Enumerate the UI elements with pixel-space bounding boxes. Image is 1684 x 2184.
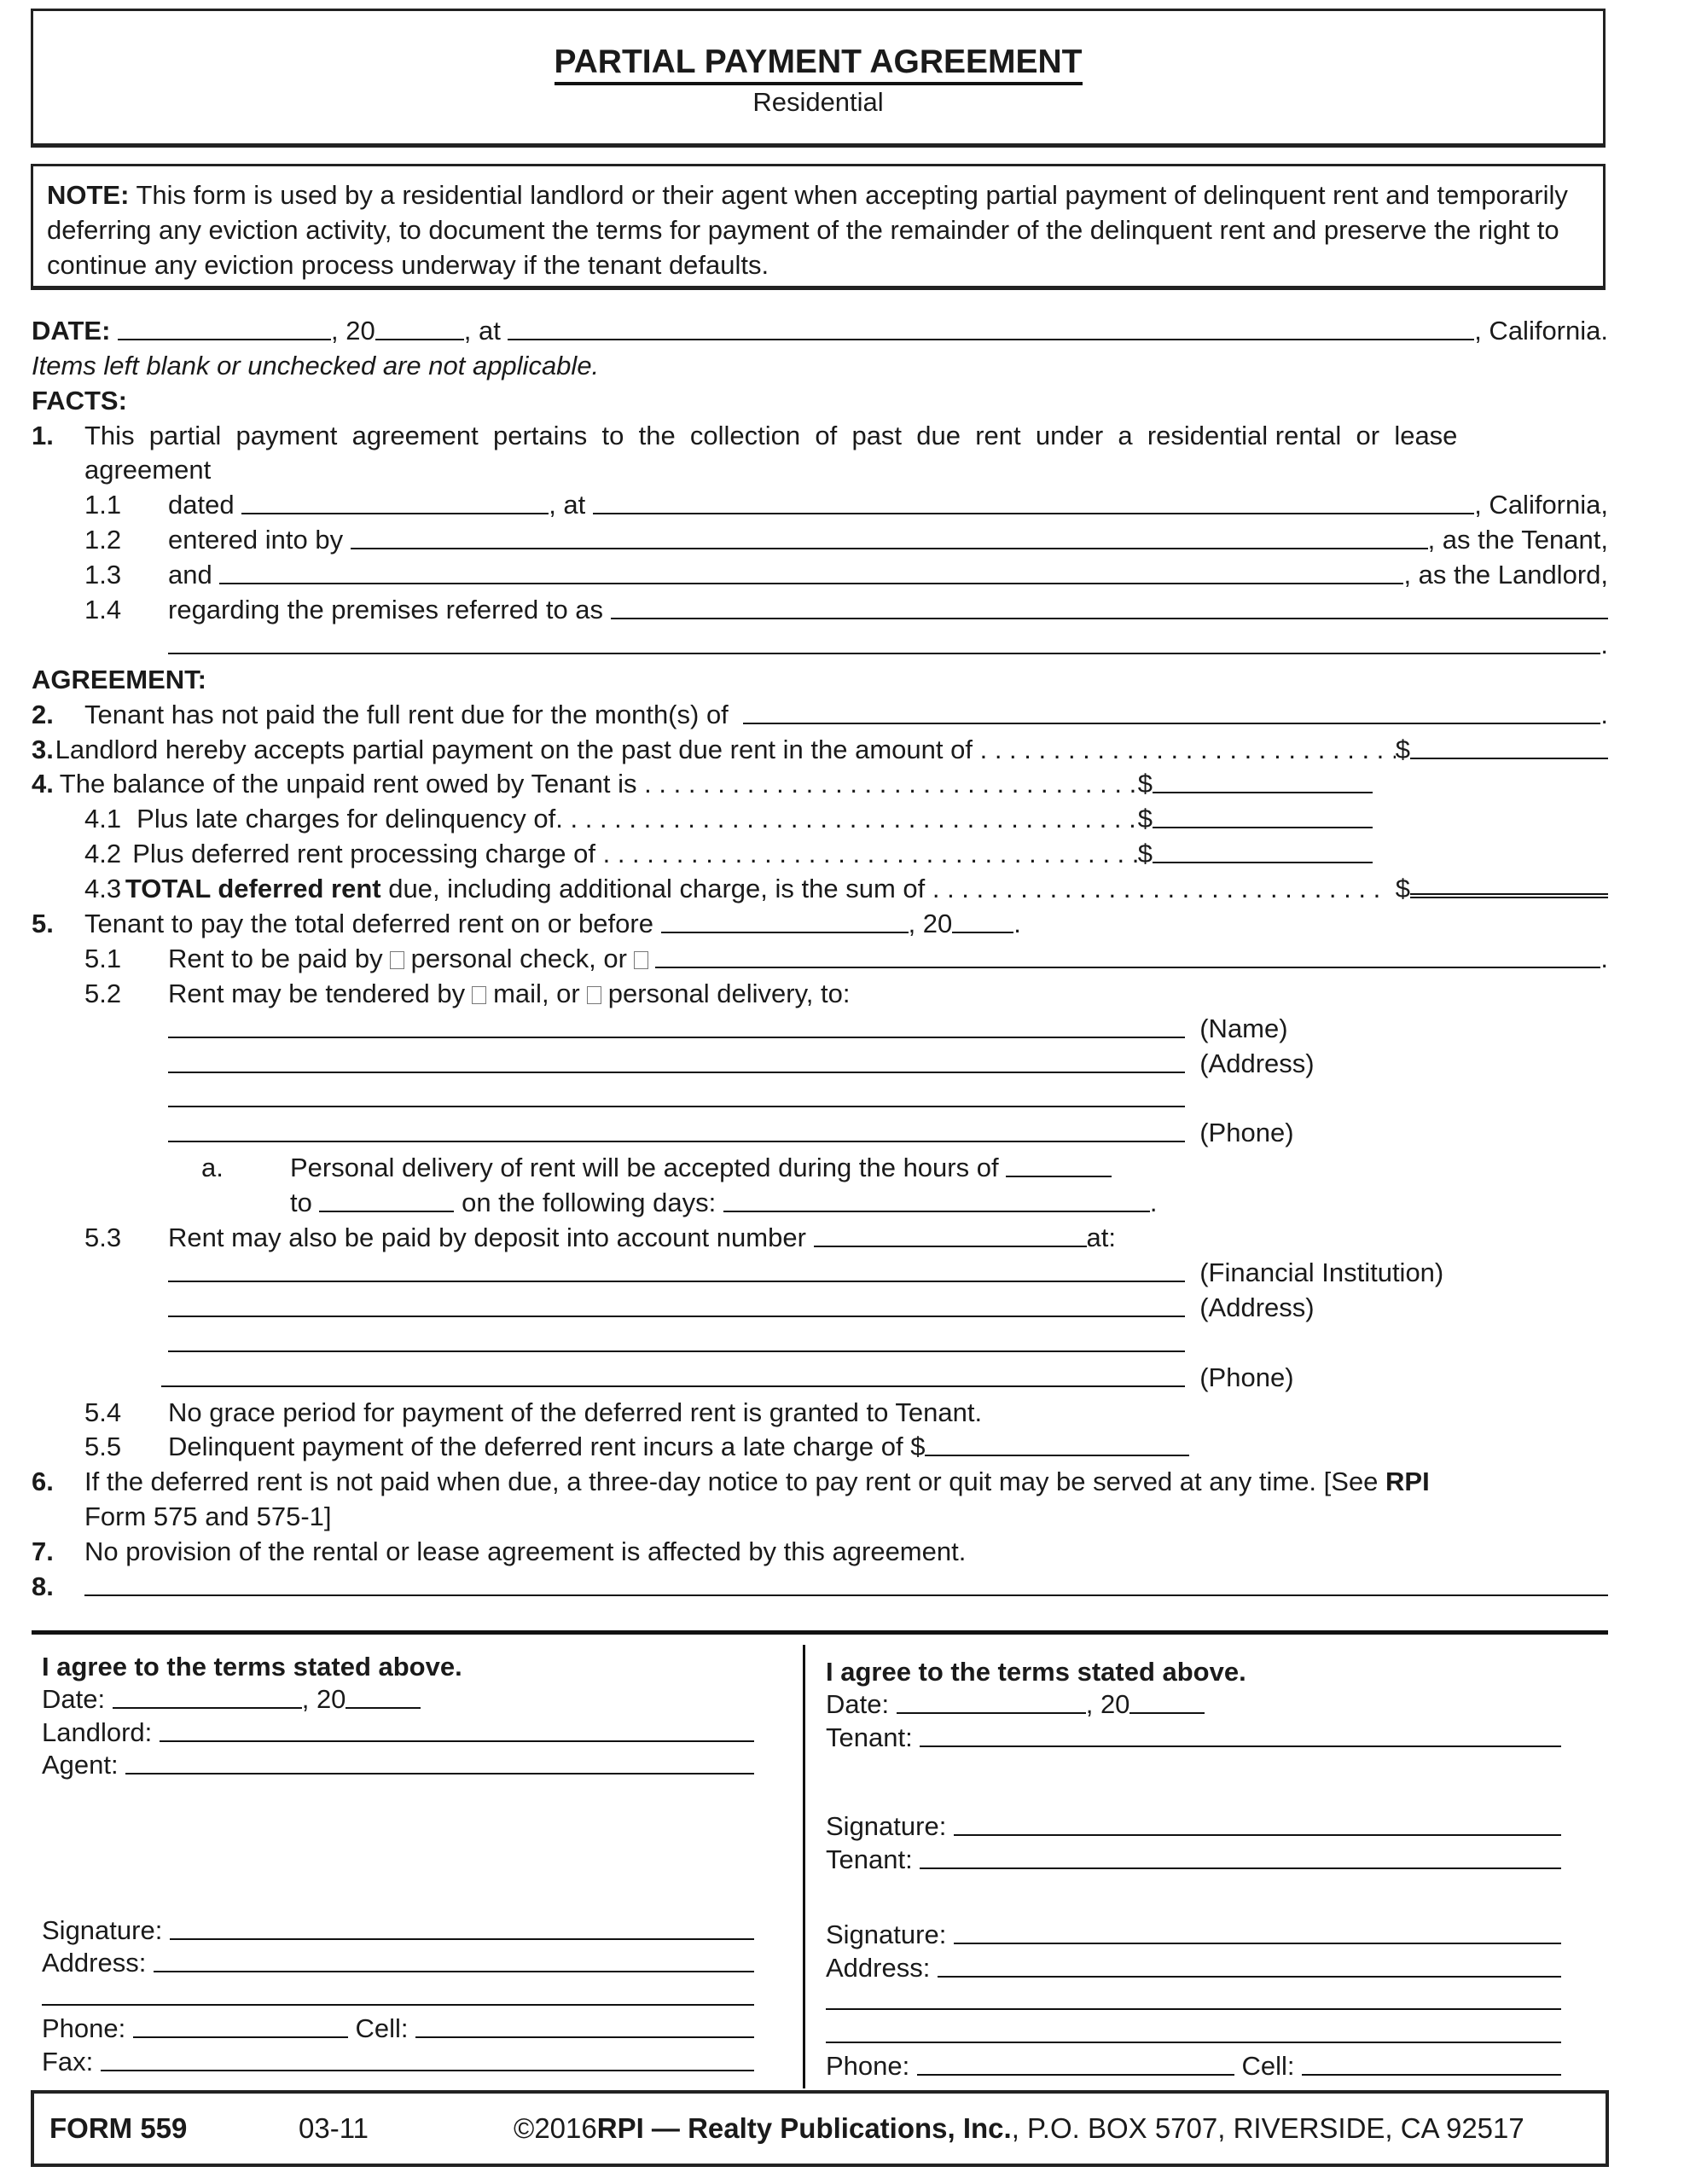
copyright: ©2016: [514, 2112, 597, 2144]
dot-leader: [644, 770, 1138, 797]
tenant-label: , as the Tenant,: [1427, 525, 1608, 555]
year-label: , 20: [1085, 1689, 1130, 1719]
dollar-sign: $: [1137, 839, 1153, 869]
institution-address-field-2[interactable]: [168, 1330, 1185, 1352]
tenant-label: Tenant:: [826, 1844, 920, 1874]
at-label: , at: [463, 315, 501, 346]
item-number: a.: [201, 1153, 224, 1183]
tenant-year-field[interactable]: [1129, 1692, 1205, 1714]
tenant-date-field[interactable]: [897, 1692, 1086, 1714]
dollar-sign: $: [1137, 769, 1153, 799]
personal-delivery-checkbox[interactable]: [587, 986, 601, 1004]
period: .: [1600, 943, 1608, 973]
dollar-sign: $: [1395, 874, 1410, 904]
item5-1-text: Rent to be paid by: [168, 943, 383, 973]
phone-label: (Phone): [1199, 1118, 1294, 1148]
landlord-signature-block: [42, 1647, 656, 2075]
months-field[interactable]: [743, 702, 1600, 724]
item1-text-cont: agreement: [84, 455, 212, 485]
tenant2-signature-field[interactable]: [954, 1922, 1561, 1944]
item-number: 4.1: [84, 804, 122, 834]
cell-label: Cell:: [347, 2013, 416, 2043]
california-label: , California,: [1474, 490, 1608, 520]
agree-heading: I agree to the terms stated above.: [42, 1651, 462, 1682]
year-label: , 20: [301, 1684, 346, 1714]
item4-1-text: Plus late charges for delinquency of: [136, 804, 556, 834]
tenant-signature-block: [826, 1652, 1440, 2079]
balance-field[interactable]: [1153, 771, 1373, 793]
mail-checkbox[interactable]: [472, 986, 486, 1004]
agreement-city-field[interactable]: [593, 492, 1474, 514]
institution-label: (Financial Institution): [1199, 1257, 1444, 1287]
rpi-label: RPI: [1385, 1467, 1430, 1497]
hours-from-field[interactable]: [1006, 1155, 1112, 1177]
payee-address-field[interactable]: [168, 1051, 1185, 1073]
period: .: [1600, 699, 1608, 729]
item-number: 7.: [32, 1536, 54, 1567]
item4-3-text: due, including additional charge, is the sum of: [380, 874, 932, 904]
item3-text: Landlord hereby accepts partial payment on the past due rent in the amount of: [55, 734, 980, 764]
premises-field-2[interactable]: [168, 632, 1600, 654]
item8-field[interactable]: [84, 1574, 1608, 1596]
due-date-field[interactable]: [661, 911, 909, 933]
item4-text: The balance of the unpaid rent owed by Tenant is: [59, 769, 645, 799]
landlord-signature-field[interactable]: [170, 1918, 754, 1940]
at-label: , at: [549, 490, 593, 520]
other-payment-checkbox[interactable]: [634, 951, 648, 969]
institution-address-field[interactable]: [168, 1295, 1185, 1317]
date-field[interactable]: [118, 318, 331, 340]
address-label: (Address): [1199, 1048, 1315, 1078]
item-number: 2.: [32, 699, 54, 729]
form-body: [32, 309, 1608, 1600]
dot-leader: [603, 840, 1138, 867]
landlord-cell-field[interactable]: [415, 2016, 754, 2038]
period: .: [1600, 629, 1608, 659]
item6-text: If the deferred rent is not paid when due, a three-day notice to pay rent or quit may be served at any time. [See: [84, 1467, 1386, 1497]
page-title: PARTIAL PAYMENT AGREEMENT: [555, 44, 1083, 85]
item-number: 1.3: [84, 560, 122, 590]
dot-leader: [980, 736, 1396, 763]
personal-check-label: personal check, or: [410, 943, 627, 973]
processing-charge-field[interactable]: [1153, 841, 1373, 863]
signature-label: Signature:: [42, 1914, 170, 1945]
page-subtitle: Residential: [752, 86, 884, 117]
late-charges-field[interactable]: [1153, 806, 1373, 828]
item-number: 5.5: [84, 1432, 122, 1462]
item-number: 1.2: [84, 525, 122, 555]
phone-label: Phone:: [42, 2013, 133, 2043]
city-field[interactable]: [508, 318, 1474, 340]
item5-2-text: Rent may be tendered by: [168, 978, 466, 1008]
facts-heading: FACTS:: [32, 385, 127, 415]
item1-text: This partial payment agreement pertains to the collection of past due rent under a residential rental or lease: [84, 420, 1458, 450]
days-field[interactable]: [723, 1190, 1150, 1212]
item5-text: Tenant to pay the total deferred rent on or before: [84, 909, 661, 939]
account-number-field[interactable]: [814, 1225, 1087, 1247]
footer: [31, 2090, 1609, 2167]
tenant-phone-field[interactable]: [917, 2053, 1234, 2076]
payee-address-field-2[interactable]: [168, 1085, 1185, 1107]
period: .: [1149, 1188, 1158, 1218]
date-row: [32, 309, 1608, 344]
tenant2-field[interactable]: [920, 1847, 1561, 1869]
item4-2-text: Plus deferred rent processing charge of: [132, 839, 603, 869]
landlord-label: , as the Landlord,: [1403, 560, 1608, 590]
days-label: on the following days:: [454, 1188, 723, 1218]
item-number: 3.: [32, 734, 54, 764]
divider: [32, 1630, 1608, 1635]
item-number: 5.1: [84, 943, 122, 973]
item5-3-text: Rent may also be paid by deposit into account number: [168, 1223, 814, 1253]
tenant-address-field-2[interactable]: [826, 1988, 1561, 2010]
landlord-phone-field[interactable]: [133, 2016, 348, 2038]
cell-label: Cell:: [1234, 2051, 1303, 2081]
item5-5-text: Delinquent payment of the deferred rent incurs a late charge of $: [168, 1432, 926, 1462]
at-label: at:: [1086, 1223, 1116, 1253]
institution-field[interactable]: [168, 1260, 1185, 1282]
period: .: [1013, 909, 1021, 939]
item-number: 1.1: [84, 490, 122, 520]
agreement-date-field[interactable]: [241, 492, 549, 514]
payee-name-field[interactable]: [168, 1016, 1185, 1038]
tenant-cell-field[interactable]: [1302, 2053, 1561, 2076]
item-number: 5.4: [84, 1397, 122, 1427]
landlord-address-field[interactable]: [154, 1950, 754, 1972]
column-divider: [803, 1645, 805, 2088]
dot-leader: [555, 805, 1137, 832]
item-number: 5.3: [84, 1223, 122, 1253]
note-box: [31, 164, 1606, 290]
address-label: Address:: [826, 1952, 938, 1983]
landlord-field[interactable]: [160, 1720, 754, 1742]
item2-text: Tenant has not paid the full rent due for the month(s) of: [84, 699, 736, 729]
payee-phone-field[interactable]: [168, 1120, 1185, 1142]
other-payment-field[interactable]: [655, 946, 1600, 968]
blank-note: Items left blank or unchecked are not applicable.: [32, 350, 600, 380]
agent-field[interactable]: [125, 1752, 754, 1774]
landlord-address-field-2[interactable]: [42, 1984, 754, 2006]
tenant-address-field-3[interactable]: [826, 2021, 1561, 2043]
signature-label: Signature:: [826, 1920, 954, 1949]
item7-text: No provision of the rental or lease agreement is affected by this agreement.: [84, 1536, 967, 1567]
to-label: to: [290, 1188, 320, 1218]
item-number: 8.: [32, 1571, 54, 1601]
item-number: 5.: [32, 909, 54, 939]
item-number: 4.2: [84, 839, 122, 869]
date-label: DATE:: [32, 315, 111, 346]
state-label: , California.: [1474, 315, 1608, 346]
item-number: 4.: [32, 769, 54, 799]
landlord-label: Landlord:: [42, 1716, 160, 1747]
total-label: TOTAL deferred rent: [125, 874, 381, 904]
landlord-name-field[interactable]: [219, 562, 1403, 584]
publisher-name: RPI — Realty Publications, Inc.: [596, 2112, 1012, 2144]
tenant-field[interactable]: [920, 1725, 1561, 1747]
tenant-signature-field[interactable]: [954, 1814, 1561, 1836]
name-label: (Name): [1199, 1013, 1288, 1043]
personal-delivery-label: personal delivery, to:: [607, 978, 851, 1008]
item-number: 1.: [32, 420, 54, 450]
dated-label: dated: [168, 490, 242, 520]
year-label: , 20: [331, 315, 375, 346]
fax-label: Fax:: [42, 2046, 101, 2077]
agent-label: Agent:: [42, 1750, 126, 1780]
landlord-date-field[interactable]: [113, 1687, 302, 1709]
note-label: NOTE:: [47, 180, 130, 210]
form-number: FORM 559: [49, 2112, 188, 2144]
dot-leader: [932, 875, 1388, 902]
item5-2a-text: Personal delivery of rent will be accepted during the hours of: [290, 1153, 1007, 1183]
item-number: 6.: [32, 1467, 54, 1497]
late-charge-field[interactable]: [925, 1434, 1189, 1456]
entered-label: entered into by: [168, 525, 351, 555]
phone-label: (Phone): [1199, 1362, 1294, 1392]
title-box: [31, 9, 1606, 148]
form-revision: 03-11: [299, 2112, 369, 2144]
partial-payment-field[interactable]: [1410, 737, 1608, 759]
landlord-year-field[interactable]: [346, 1687, 421, 1709]
tenant-name-field[interactable]: [351, 527, 1428, 549]
total-deferred-field[interactable]: [1410, 876, 1608, 898]
publisher-address: , P.O. BOX 5707, RIVERSIDE, CA 92517: [1011, 2112, 1524, 2144]
item5-4-text: No grace period for payment of the deferred rent is granted to Tenant.: [168, 1397, 983, 1427]
mail-label: mail, or: [493, 978, 580, 1008]
address-label: Address:: [42, 1948, 154, 1978]
and-label: and: [168, 560, 220, 590]
tenant-address-field[interactable]: [938, 1955, 1561, 1978]
agreement-heading: AGREEMENT:: [32, 664, 206, 694]
phone-label: Phone:: [826, 2051, 917, 2081]
year-field[interactable]: [375, 318, 464, 340]
premises-field[interactable]: [611, 597, 1608, 619]
premises-label: regarding the premises referred to as: [168, 595, 611, 625]
dollar-sign: $: [1137, 804, 1153, 834]
institution-phone-field[interactable]: [161, 1365, 1185, 1387]
tenant-label: Tenant:: [826, 1722, 920, 1752]
address-label: (Address): [1199, 1292, 1315, 1322]
due-year-field[interactable]: [952, 911, 1013, 933]
date-label: Date:: [826, 1689, 897, 1719]
date-label: Date:: [42, 1684, 113, 1714]
year-label: , 20: [908, 909, 953, 939]
personal-check-checkbox[interactable]: [390, 951, 404, 969]
item6-text-cont: Form 575 and 575-1]: [84, 1502, 332, 1532]
item-number: 5.2: [84, 978, 122, 1008]
hours-to-field[interactable]: [319, 1190, 454, 1212]
signature-label: Signature:: [826, 1811, 954, 1841]
item-number: 4.3: [84, 874, 122, 904]
landlord-fax-field[interactable]: [101, 2049, 754, 2071]
dollar-sign: $: [1395, 734, 1410, 764]
agree-heading: I agree to the terms stated above.: [826, 1656, 1246, 1687]
item-number: 1.4: [84, 595, 122, 625]
note-text: This form is used by a residential landlord or their agent when accepting partial payment of delinquent rent and temporarily deferring any eviction activity, to document the terms for payment of the remainder of the delinquent rent and preserve the right to continue any eviction process underway if the tenant defaults.: [47, 180, 1568, 280]
